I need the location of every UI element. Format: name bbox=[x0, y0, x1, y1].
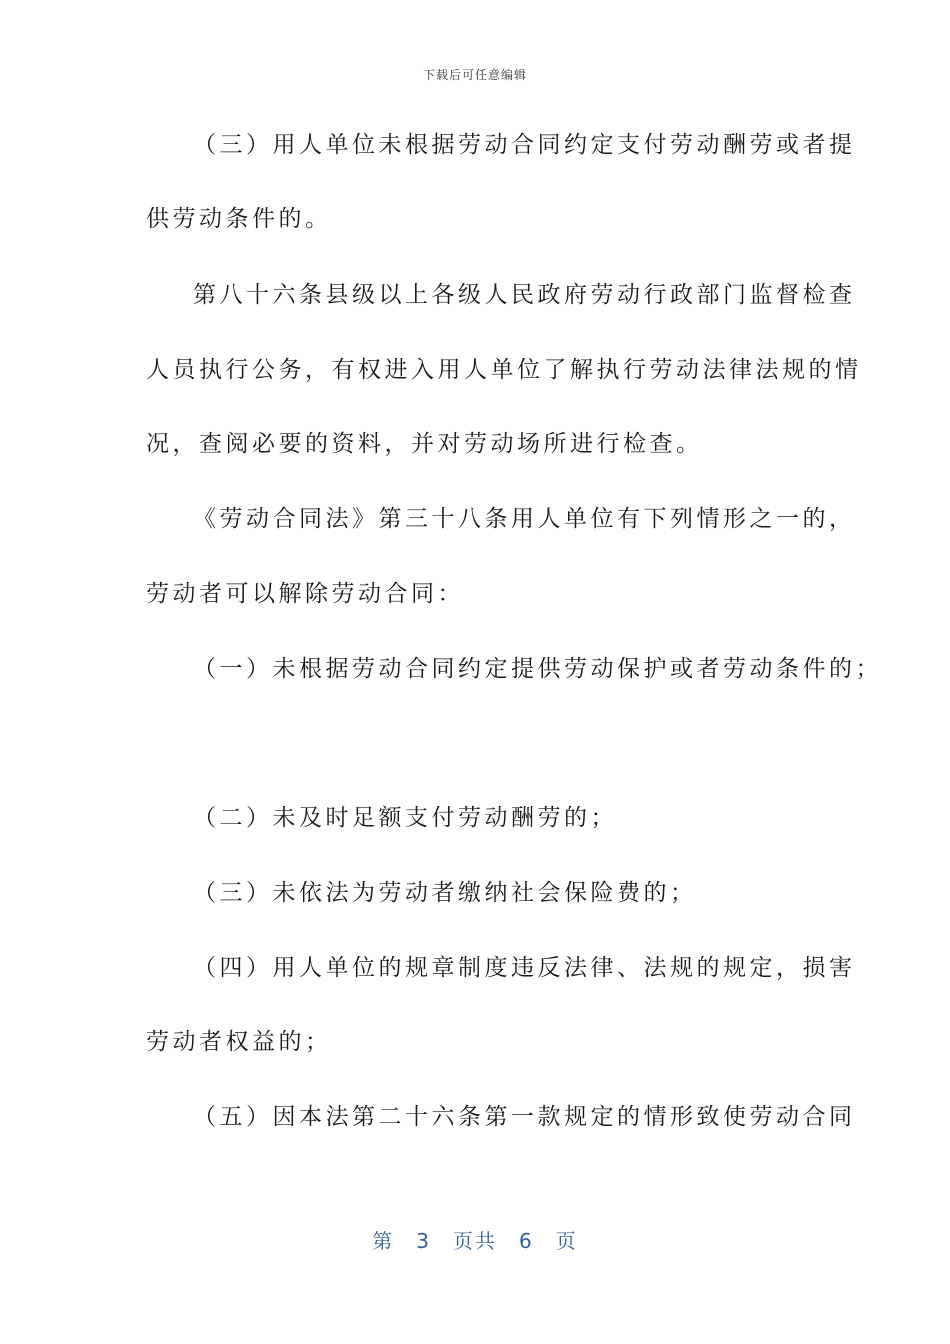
paragraph-line: 人员执行公务，有权进入用人单位了解执行劳动法律法规的情 bbox=[146, 357, 862, 383]
total-pages-number: 6 bbox=[519, 1229, 534, 1253]
paragraph-line: （四）用人单位的规章制度违反法律、法规的规定，损害 bbox=[193, 955, 856, 981]
paragraph-line: （三）未依法为劳动者缴纳社会保险费的； bbox=[193, 880, 697, 906]
paragraph-line: 劳动者权益的； bbox=[146, 1029, 332, 1055]
page-footer bbox=[0, 1225, 950, 1254]
paragraph-line: （三）用人单位未根据劳动合同约定支付劳动酬劳或者提 bbox=[193, 132, 856, 158]
paragraph-line: （一）未根据劳动合同约定提供劳动保护或者劳动条件的； bbox=[193, 656, 882, 682]
paragraph-line: 《劳动合同法》第三十八条用人单位有下列情形之一的， bbox=[193, 506, 856, 532]
footer-middle: 页共 bbox=[453, 1229, 497, 1253]
paragraph-line: 第八十六条县级以上各级人民政府劳动行政部门监督检查 bbox=[193, 282, 856, 308]
paragraph-line: 劳动者可以解除劳动合同： bbox=[146, 581, 464, 607]
footer-prefix: 第 bbox=[372, 1229, 395, 1253]
paragraph-line: （五）因本法第二十六条第一款规定的情形致使劳动合同 bbox=[193, 1104, 856, 1130]
paragraph-line: 供劳动条件的。 bbox=[146, 206, 332, 232]
paragraph-line: （二）未及时足额支付劳动酬劳的； bbox=[193, 805, 617, 831]
footer-suffix: 页 bbox=[555, 1229, 578, 1253]
current-page-number: 3 bbox=[416, 1229, 431, 1253]
paragraph-line: 况，查阅必要的资料，并对劳动场所进行检查。 bbox=[146, 431, 703, 457]
page-header: 下载后可任意编辑 bbox=[422, 68, 527, 82]
